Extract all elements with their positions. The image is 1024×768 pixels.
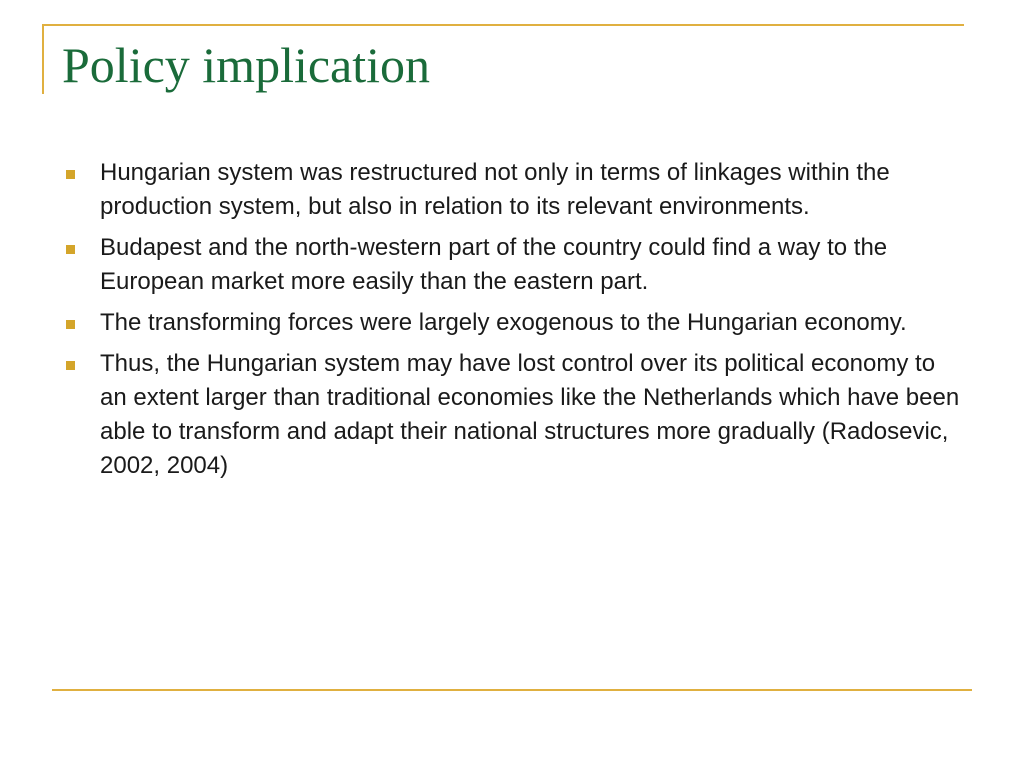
bullet-list	[62, 156, 962, 490]
left-divider	[42, 24, 44, 94]
top-divider	[42, 24, 964, 26]
square-bullet-icon	[66, 245, 75, 254]
bullet-text: Thus, the Hungarian system may have lost control over its political economy to an extent larger than traditional economies like the Netherlands which have been able to transform and adapt their national structures more gradually (Radosevic, 2002, 2004)	[100, 350, 960, 479]
bullet-text: The transforming forces were largely exogenous to the Hungarian economy.	[100, 309, 907, 336]
square-bullet-icon	[66, 361, 75, 370]
slide-title: Policy implication	[62, 37, 431, 93]
square-bullet-icon	[66, 170, 75, 179]
bullet-item	[62, 156, 962, 224]
bullet-text: Hungarian system was restructured not only in terms of linkages within the production system, but also in relation to its relevant environments.	[100, 159, 890, 220]
bottom-divider	[52, 689, 972, 691]
bullet-item	[62, 231, 962, 299]
square-bullet-icon	[66, 320, 75, 329]
bullet-item	[62, 306, 962, 340]
bullet-item	[62, 347, 962, 483]
bullet-text: Budapest and the north-western part of the country could find a way to the European market more easily than the eastern part.	[100, 234, 888, 295]
